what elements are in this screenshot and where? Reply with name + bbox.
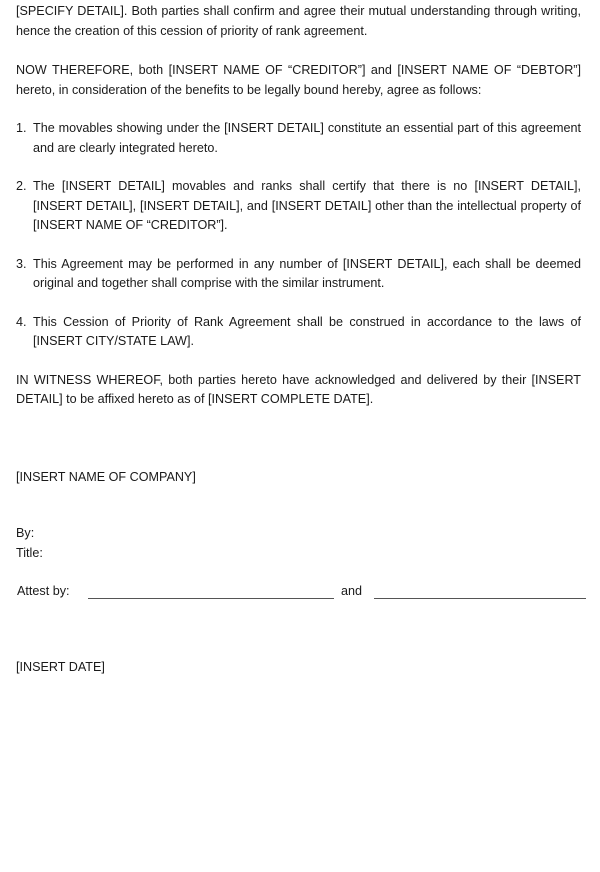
witness-paragraph: IN WITNESS WHEREOF, both parties hereto have acknowledged and delivered by their [INSERT DETAIL] to be affixed hereto as of [INSERT COMPLETE DATE].	[16, 372, 581, 406]
by-label: By:	[16, 526, 35, 540]
company-name-placeholder: [INSERT NAME OF COMPANY]	[16, 469, 196, 484]
attest-signature-line-1[interactable]	[88, 598, 334, 599]
clause-text: This Agreement may be performed in any number of [INSERT DETAIL], each shall be deemed original and together shall comprise with the similar instrument.	[33, 256, 581, 290]
clause-number: 1.	[16, 121, 27, 135]
document-page	[16, 2, 581, 678]
attest-row	[16, 582, 581, 602]
clause-item	[16, 177, 581, 236]
clause-number: 2.	[16, 179, 27, 193]
clause-item	[16, 119, 581, 158]
clause-item	[16, 255, 581, 294]
clause-text: This Cession of Priority of Rank Agreement shall be construed in accordance to the laws of [INSERT CITY/STATE LAW].	[33, 314, 581, 348]
clause-text: The movables showing under the [INSERT DETAIL] constitute an essential part of this agreement and are clearly integrated hereto.	[33, 121, 581, 155]
intro-paragraph: [SPECIFY DETAIL]. Both parties shall confirm and agree their mutual understanding through writing, hence the creation of this cession of priority of rank agreement.	[16, 4, 581, 38]
attest-signature-line-2[interactable]	[374, 598, 586, 599]
now-therefore-paragraph: NOW THEREFORE, both [INSERT NAME OF “CREDITOR”] and [INSERT NAME OF “DEBTOR”] hereto, in consideration of the benefits to be legally bound hereby, agree as follows:	[16, 63, 581, 97]
clause-number: 3.	[16, 256, 27, 271]
clause-item	[16, 313, 581, 352]
clauses-list	[16, 119, 581, 352]
clause-number: 4.	[16, 314, 27, 329]
clause-text: The [INSERT DETAIL] movables and ranks shall certify that there is no [INSERT DETAIL], [INSERT DETAIL], [INSERT DETAIL], and [INSERT DETAIL] other than the intellectual property of [INSERT NAME OF “CREDITOR”].	[33, 179, 581, 232]
attest-label: Attest by:	[17, 584, 70, 598]
title-label: Title:	[16, 545, 43, 560]
insert-date-placeholder: [INSERT DATE]	[16, 660, 105, 674]
and-label: and	[341, 584, 363, 598]
